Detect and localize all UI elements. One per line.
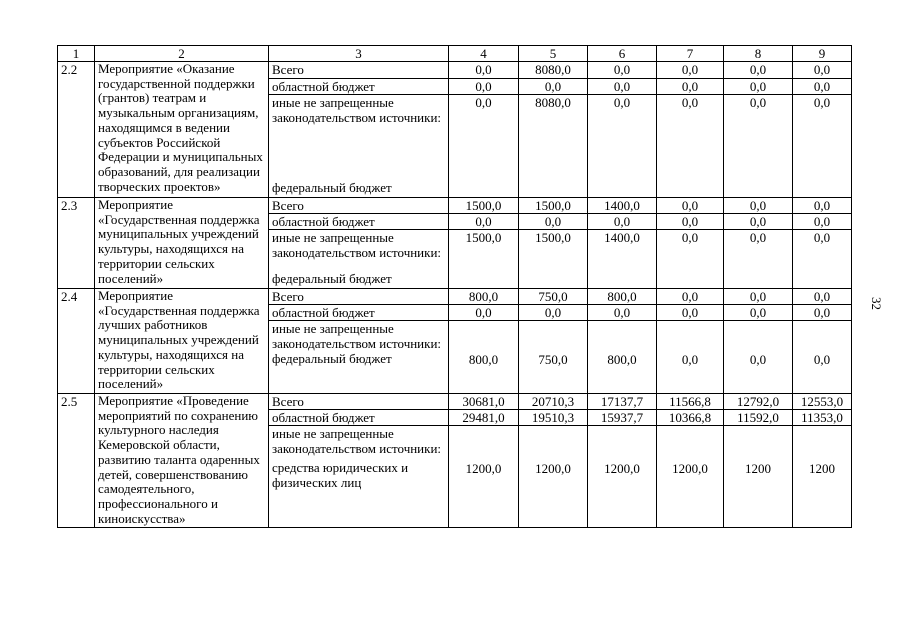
source-label: Всего (269, 394, 449, 410)
value-cell: 10366,8 (657, 410, 724, 426)
value-cell: 11566,8 (657, 394, 724, 410)
value-cell: 15937,7 (588, 410, 657, 426)
value-cell: 800,0 (449, 321, 519, 394)
value-cell: 1500,0 (449, 198, 519, 214)
value-cell: 0,0 (724, 214, 793, 230)
source-label: Всего (269, 289, 449, 305)
value-cell: 0,0 (519, 214, 588, 230)
other-sources-label: иные не запрещенные законодательством источники: (272, 95, 442, 125)
value-cell: 1500,0 (519, 230, 588, 289)
value-cell: 0,0 (793, 198, 852, 214)
other-sources-cell (269, 426, 449, 528)
value-cell: 0,0 (793, 305, 852, 321)
value-cell: 1200,0 (588, 426, 657, 528)
value-cell: 0,0 (657, 62, 724, 79)
value-cell: 0,0 (724, 321, 793, 394)
event-name: Мероприятие «Государственная поддержка лучших работников муниципальных учреждений культуры, находящихся на территории сельских поселений» (95, 289, 269, 394)
value-cell: 0,0 (657, 79, 724, 95)
source-label: областной бюджет (269, 79, 449, 95)
value-cell: 0,0 (793, 289, 852, 305)
value-cell: 0,0 (724, 198, 793, 214)
row-number: 2.4 (58, 289, 95, 394)
value-cell: 12553,0 (793, 394, 852, 410)
value-cell: 0,0 (724, 289, 793, 305)
value-cell: 1200 (793, 426, 852, 528)
value-cell: 0,0 (449, 79, 519, 95)
value-cell: 0,0 (519, 79, 588, 95)
value-cell: 0,0 (449, 214, 519, 230)
value-cell: 0,0 (657, 230, 724, 289)
value-cell: 0,0 (724, 305, 793, 321)
value-cell: 0,0 (793, 62, 852, 79)
value-cell: 0,0 (657, 305, 724, 321)
value-cell: 0,0 (724, 95, 793, 198)
header-cell: 3 (269, 46, 449, 62)
value-cell: 0,0 (657, 214, 724, 230)
value-cell: 800,0 (588, 321, 657, 394)
value-cell: 1200,0 (657, 426, 724, 528)
header-cell: 7 (657, 46, 724, 62)
row-number: 2.5 (58, 394, 95, 528)
other-sources-label: иные не запрещенные законодательством источники: (272, 230, 442, 260)
header-cell: 4 (449, 46, 519, 62)
source-label: областной бюджет (269, 214, 449, 230)
table-row (58, 394, 852, 410)
value-cell: 0,0 (449, 305, 519, 321)
value-cell: 0,0 (657, 198, 724, 214)
value-cell: 0,0 (793, 230, 852, 289)
table-row (58, 289, 852, 305)
value-cell: 0,0 (449, 95, 519, 198)
page-number: 32 (869, 297, 884, 310)
event-name: Мероприятие «Оказание государственной поддержки (грантов) театрам и музыкальным организациям, находящимся в ведении субъектов Российской Федерации и муниципальных образований, для реализации творческих проектов» (95, 62, 269, 198)
value-cell: 0,0 (724, 62, 793, 79)
other-sources-cell (269, 230, 449, 289)
header-cell: 6 (588, 46, 657, 62)
source-label: Всего (269, 62, 449, 79)
source-label: Всего (269, 198, 449, 214)
value-cell: 0,0 (793, 79, 852, 95)
value-cell: 8080,0 (519, 62, 588, 79)
other-sources-label: иные не запрещенные законодательством источники: (272, 426, 442, 456)
other-sources-label: иные не запрещенные законодательством источники: (272, 321, 442, 351)
row-number: 2.3 (58, 198, 95, 289)
source-label: федеральный бюджет (272, 180, 392, 195)
value-cell: 0,0 (588, 79, 657, 95)
value-cell: 0,0 (588, 62, 657, 79)
header-cell: 2 (95, 46, 269, 62)
value-cell: 1200,0 (449, 426, 519, 528)
value-cell: 11353,0 (793, 410, 852, 426)
header-cell: 5 (519, 46, 588, 62)
value-cell: 1500,0 (519, 198, 588, 214)
value-cell: 0,0 (793, 321, 852, 394)
value-cell: 8080,0 (519, 95, 588, 198)
source-label: федеральный бюджет (272, 271, 392, 286)
value-cell: 19510,3 (519, 410, 588, 426)
value-cell: 0,0 (724, 230, 793, 289)
value-cell: 0,0 (588, 95, 657, 198)
other-sources-cell (269, 321, 449, 394)
value-cell: 0,0 (588, 305, 657, 321)
table-row (58, 62, 852, 79)
value-cell: 0,0 (657, 321, 724, 394)
header-cell: 9 (793, 46, 852, 62)
value-cell: 1400,0 (588, 230, 657, 289)
header-row (58, 46, 852, 62)
value-cell: 800,0 (449, 289, 519, 305)
row-number: 2.2 (58, 62, 95, 198)
value-cell: 30681,0 (449, 394, 519, 410)
value-cell: 0,0 (449, 62, 519, 79)
header-cell: 1 (58, 46, 95, 62)
value-cell: 17137,7 (588, 394, 657, 410)
value-cell: 0,0 (657, 95, 724, 198)
value-cell: 29481,0 (449, 410, 519, 426)
value-cell: 0,0 (793, 95, 852, 198)
event-name: Мероприятие «Государственная поддержка муниципальных учреждений культуры, находящихся на территории сельских поселений» (95, 198, 269, 289)
value-cell: 800,0 (588, 289, 657, 305)
value-cell: 750,0 (519, 289, 588, 305)
value-cell: 11592,0 (724, 410, 793, 426)
value-cell: 0,0 (657, 289, 724, 305)
value-cell: 12792,0 (724, 394, 793, 410)
value-cell: 20710,3 (519, 394, 588, 410)
source-label: федеральный бюджет (272, 351, 392, 366)
value-cell: 0,0 (588, 214, 657, 230)
header-cell: 8 (724, 46, 793, 62)
source-label: областной бюджет (269, 410, 449, 426)
table-row (58, 198, 852, 214)
event-name: Мероприятие «Проведение мероприятий по сохранению культурного наследия Кемеровской области, развитию таланта одаренных детей, совершенствованию самодеятельного, профессионального и киноискусства» (95, 394, 269, 528)
source-label: средства юридических и физических лиц (272, 460, 409, 490)
value-cell: 1400,0 (588, 198, 657, 214)
value-cell: 750,0 (519, 321, 588, 394)
budget-table (57, 45, 852, 528)
source-label: областной бюджет (269, 305, 449, 321)
value-cell: 1200 (724, 426, 793, 528)
value-cell: 0,0 (793, 214, 852, 230)
value-cell: 0,0 (519, 305, 588, 321)
value-cell: 1200,0 (519, 426, 588, 528)
value-cell: 0,0 (724, 79, 793, 95)
value-cell: 1500,0 (449, 230, 519, 289)
other-sources-cell (269, 95, 449, 198)
